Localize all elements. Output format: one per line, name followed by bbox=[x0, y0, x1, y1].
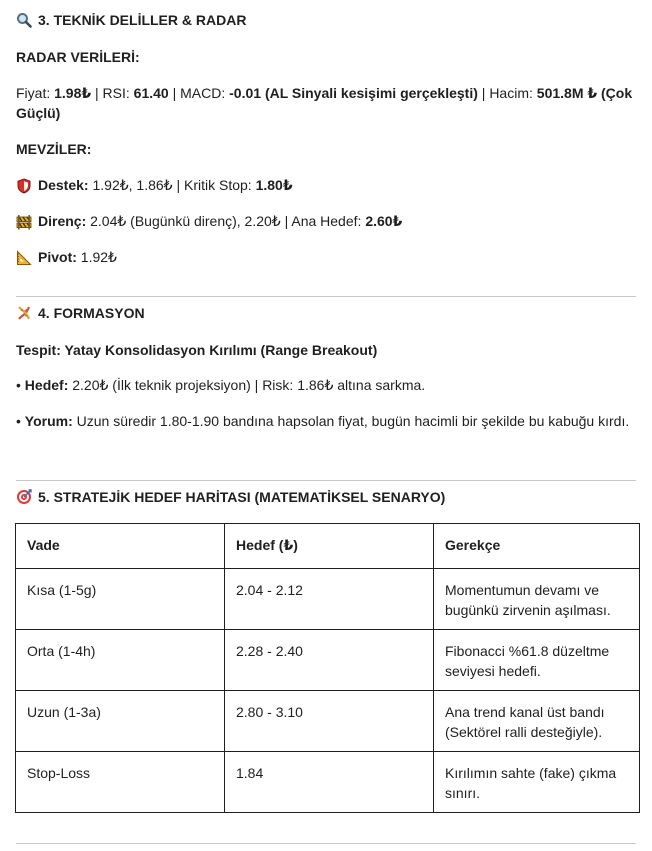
table-row bbox=[16, 569, 640, 630]
price-value: 1.98₺ bbox=[54, 85, 92, 101]
table-cell: Uzun (1-3a) bbox=[16, 691, 225, 752]
resistance-text: 2.04₺ (Bugünkü direnç), 2.20₺ | Ana Hedef: bbox=[86, 213, 366, 229]
magnifier-icon bbox=[16, 12, 32, 28]
divider-2 bbox=[16, 480, 636, 481]
table-cell: 2.28 - 2.40 bbox=[225, 630, 434, 691]
bullet: • bbox=[16, 413, 25, 429]
macd-label: | MACD: bbox=[168, 85, 230, 101]
formation-comment-line bbox=[16, 411, 636, 431]
table-cell: Fibonacci %61.8 düzeltme seviyesi hedefi. bbox=[434, 630, 640, 691]
radar-data bbox=[16, 83, 636, 123]
construction-barrier-icon bbox=[16, 214, 32, 230]
table-row bbox=[16, 630, 640, 691]
resistance-target: 2.60₺ bbox=[365, 213, 403, 229]
shield-icon bbox=[16, 178, 32, 194]
dna-icon bbox=[16, 305, 32, 321]
positions-heading: MEVZİLER: bbox=[16, 141, 92, 157]
table-row bbox=[16, 691, 640, 752]
table-header-term: Vade bbox=[16, 524, 225, 569]
table-header-reason: Gerekçe bbox=[434, 524, 640, 569]
macd-value: -0.01 (AL Sinyali kesişimi gerçekleşti) bbox=[229, 85, 478, 101]
price-label: Fiyat: bbox=[16, 85, 55, 101]
table-cell: 2.04 - 2.12 bbox=[225, 569, 434, 630]
section5-heading bbox=[16, 487, 636, 507]
section4-heading bbox=[16, 303, 636, 323]
formation-target-line bbox=[16, 375, 636, 395]
table-cell: 1.84 bbox=[225, 752, 434, 813]
volume-label: | Hacim: bbox=[477, 85, 537, 101]
table-header-row bbox=[16, 524, 640, 569]
table-cell: Kısa (1-5g) bbox=[16, 569, 225, 630]
pivot-label: Pivot: bbox=[38, 249, 77, 265]
formation-target-label: Hedef: bbox=[24, 377, 69, 393]
divider-1 bbox=[16, 296, 636, 297]
triangular-ruler-icon bbox=[16, 250, 32, 266]
support-line bbox=[16, 175, 636, 195]
resistance-label: Direnç: bbox=[38, 213, 87, 229]
divider-3 bbox=[16, 843, 636, 844]
formation-comment-text: Uzun süredir 1.80-1.90 bandına hapsolan fiyat, bugün hacimli bir şekilde bu kabuğu kırdı. bbox=[72, 413, 630, 429]
formation-target-text: 2.20₺ (İlk teknik projeksiyon) | Risk: 1.86₺ altına sarkma. bbox=[68, 377, 426, 393]
target-icon bbox=[16, 489, 32, 505]
table-cell: Ana trend kanal üst bandı (Sektörel ralli desteğiyle). bbox=[434, 691, 640, 752]
target-map-table bbox=[15, 523, 640, 813]
section5-title: 5. STRATEJİK HEDEF HARİTASI (MATEMATİKSEL SENARYO) bbox=[38, 489, 446, 505]
rsi-value: 61.40 bbox=[133, 85, 169, 101]
formation-finding: Tespit: Yatay Konsolidasyon Kırılımı (Range Breakout) bbox=[16, 342, 378, 358]
section4-title: 4. FORMASYON bbox=[38, 305, 145, 321]
rsi-label: | RSI: bbox=[91, 85, 134, 101]
radar-heading: RADAR VERİLERİ: bbox=[16, 49, 140, 65]
section3-heading bbox=[16, 10, 636, 30]
pivot-line bbox=[16, 247, 636, 267]
table-cell: Stop-Loss bbox=[16, 752, 225, 813]
table-header-target: Hedef (₺) bbox=[225, 524, 434, 569]
table-cell: Momentumun devamı ve bugünkü zirvenin aşılması. bbox=[434, 569, 640, 630]
resistance-line bbox=[16, 211, 636, 231]
table-cell: Orta (1-4h) bbox=[16, 630, 225, 691]
volume-value: 501.8M ₺ (Çok Güçlü) bbox=[16, 85, 633, 121]
formation-comment-label: Yorum: bbox=[24, 413, 73, 429]
support-stop: 1.80₺ bbox=[255, 177, 293, 193]
support-label: Destek: bbox=[38, 177, 89, 193]
section3-title: 3. TEKNİK DELİLLER & RADAR bbox=[38, 12, 247, 28]
table-cell: Kırılımın sahte (fake) çıkma sınırı. bbox=[434, 752, 640, 813]
pivot-text: 1.92₺ bbox=[76, 249, 117, 265]
bullet: • bbox=[16, 377, 25, 393]
table-row bbox=[16, 752, 640, 813]
support-text: 1.92₺, 1.86₺ | Kritik Stop: bbox=[88, 177, 256, 193]
table-cell: 2.80 - 3.10 bbox=[225, 691, 434, 752]
